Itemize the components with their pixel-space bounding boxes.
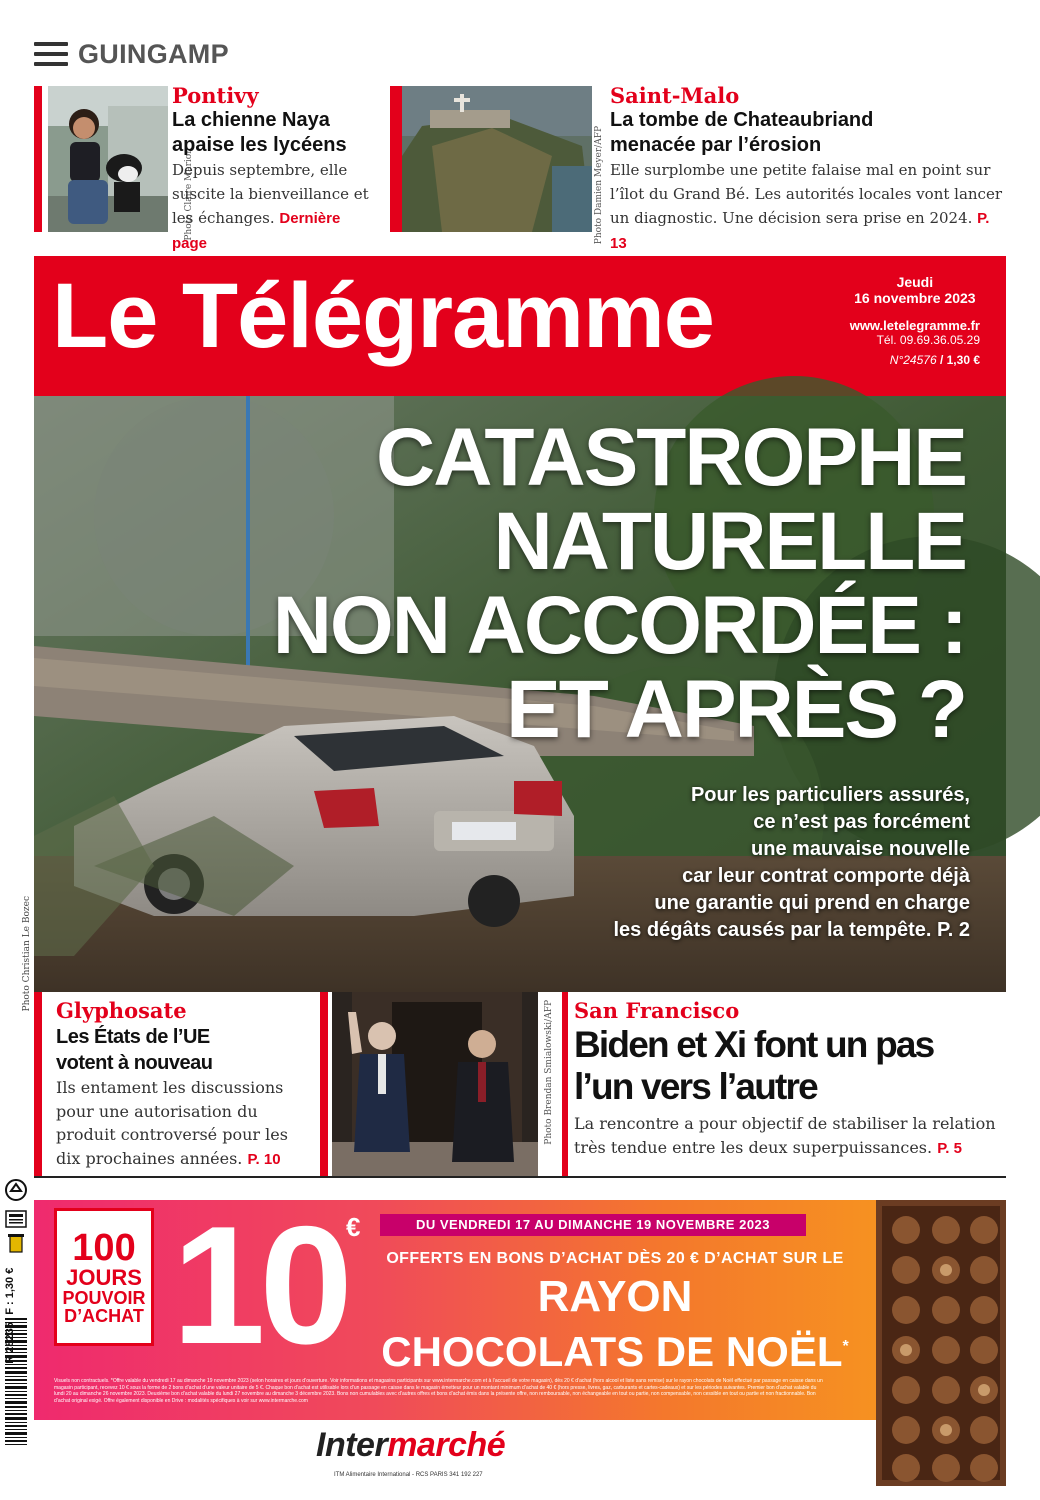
recycle-icon <box>4 1178 28 1202</box>
photo-credit: Photo Christian Le Bozec <box>22 896 32 1012</box>
issue-number-price <box>850 353 980 367</box>
photo-credit: Photo Damien Meyer/AFP <box>594 126 604 245</box>
hero-standfirst-line1: Pour les particuliers assurés, <box>690 784 970 806</box>
top-bar <box>34 36 229 72</box>
price-code: R 28235 <box>4 1322 16 1364</box>
hero-standfirst-line4: car leur contrat comporte déjà <box>682 865 970 887</box>
ad-dates: DU VENDREDI 17 AU DIMANCHE 19 NOVEMBRE 2023 <box>380 1214 806 1236</box>
teaser-headline-1: La tombe de Chateaubriand <box>610 109 874 131</box>
teaser-pontivy[interactable] <box>34 83 374 252</box>
ad-amount: 10 <box>172 1191 347 1379</box>
newspaper-logo[interactable]: Le Télégramme <box>52 265 714 367</box>
badge-line1: 100 <box>72 1227 136 1269</box>
story-glyphosate[interactable] <box>34 992 320 1176</box>
brand-part1: Inter <box>316 1426 388 1464</box>
teaser-kicker: Saint-Malo <box>610 83 740 108</box>
badge-line4: D’ACHAT <box>64 1306 144 1326</box>
hero-standfirst-line3: une mauvaise nouvelle <box>751 838 970 860</box>
teaser-body-text: Depuis septembre, elle suscite la bienveillance et les échanges. <box>172 161 369 227</box>
hero-standfirst-line5: une garantie qui prend en charge <box>654 892 970 914</box>
photo-credit: Photo Claire Marion <box>184 148 194 241</box>
hero-standfirst-line6-text: les dégâts causés par la tempête. <box>613 919 932 941</box>
story-kicker: San Francisco <box>574 998 740 1023</box>
cover-price-code <box>4 1268 16 1364</box>
accent-bar <box>34 992 42 1176</box>
teaser-headline-1: La chienne Naya <box>172 109 330 131</box>
hero-headline-line4: ET APRÈS ? <box>506 664 966 755</box>
hero-standfirst-line6 <box>614 917 971 944</box>
menu-icon[interactable] <box>34 42 68 66</box>
ad-rayon: RAYON <box>537 1272 693 1321</box>
hero-standfirst <box>614 782 971 944</box>
hero-headline-line1: CATASTROPHE <box>376 412 966 503</box>
issue-date: 16 novembre 2023 <box>854 290 976 306</box>
story-body-text: Ils entament les discussions pour une autorisation du produit controversé pour les dix prochaines années. <box>56 1078 288 1168</box>
accent-bar <box>390 86 402 232</box>
newspaper-icon <box>5 1208 27 1230</box>
teaser-text <box>610 84 1010 256</box>
badge-line2: JOURS <box>66 1265 142 1290</box>
website-link[interactable]: www.letelegramme.fr <box>849 318 980 333</box>
hero-headline <box>272 412 966 755</box>
story-body-text: La rencontre a pour objectif de stabiliser la relation très tendue entre les deux superpuissances. <box>574 1114 996 1157</box>
teaser-page-ref[interactable]: P. 13 <box>610 210 990 252</box>
ad-badge-100-jours <box>54 1208 154 1346</box>
photo-credit: Photo Brendan Smialowski/AFP <box>544 1000 554 1145</box>
teaser-page-ref[interactable]: Dernière page <box>172 210 341 252</box>
ad-offer: OFFERTS EN BONS D’ACHAT DÈS 20 € D’ACHAT SUR LE <box>386 1250 844 1267</box>
teaser-body <box>172 158 376 256</box>
story-photo-biden-xi <box>332 992 538 1176</box>
brand-part2: marché <box>387 1426 506 1464</box>
story-kicker: Glyphosate <box>56 998 187 1023</box>
edition-name: GUINGAMP <box>78 38 229 69</box>
hero-standfirst-line2: ce n’est pas forcément <box>753 811 970 833</box>
intermarche-ad[interactable] <box>34 1191 1006 1486</box>
masthead-info <box>850 274 980 367</box>
hero-headline-line2: NATURELLE <box>493 496 966 587</box>
teaser-body-text: Elle surplombe une petite falaise mal en point sur l’îlot du Grand Bé. Les autorités locales vont lancer un diagnostic. Une décision sera prise en 2024. <box>610 161 1003 227</box>
accent-bar <box>34 86 42 232</box>
teaser-saint-malo[interactable] <box>390 83 1006 252</box>
story-body <box>56 1076 316 1171</box>
teaser-body <box>610 158 1010 256</box>
story-text <box>56 998 316 1171</box>
hero-page-ref[interactable]: P. 2 <box>937 919 970 941</box>
ad-category <box>380 1322 850 1377</box>
ad-legal: ITM Alimentaire International - RCS PARIS 341 192 227 <box>334 1472 483 1478</box>
story-headline-2: l’un vers l’autre <box>574 1066 817 1107</box>
teaser-photo-tomb <box>402 86 592 232</box>
bin-icon <box>5 1232 27 1254</box>
ad-currency: € <box>346 1212 361 1242</box>
teaser-kicker: Pontivy <box>172 83 259 108</box>
story-headline-1: Les États de l’UE <box>56 1026 210 1048</box>
teaser-headline-2: apaise les lycéens <box>172 134 347 156</box>
phone-number: Tél. 09.69.36.05.29 <box>876 333 980 347</box>
story-san-francisco[interactable] <box>562 992 1006 1176</box>
story-page-ref[interactable]: P. 10 <box>247 1150 281 1168</box>
badge-line3: POUVOIR <box>62 1288 146 1308</box>
accent-bar <box>562 992 568 1176</box>
teaser-photo-dog <box>48 86 168 232</box>
ad-footer <box>34 1420 1006 1486</box>
ad-chocolate-box-photo <box>876 1200 1006 1486</box>
issue-day: Jeudi <box>896 274 934 290</box>
issue-number: N°24576 <box>889 353 937 367</box>
story-text <box>574 998 1004 1161</box>
story-page-ref[interactable]: P. 5 <box>937 1140 962 1157</box>
intermarche-logo[interactable] <box>316 1426 505 1465</box>
price-value: F : 1,30 € <box>4 1268 16 1316</box>
ad-fine-print: Visuels non contractuels. *Offre valable du vendredi 17 au dimanche 19 novembre 2023 (selon horaires et jours d’ouverture. Voir informations et magasins participants sur www.intermarche.com et à l’accueil de votre magasin), dès 20 € d’achat (hors alcool et liste sans remise) sur le rayon chocolats de Noël effectué par passage en caisse dans un magasin participant, recevez 10 € sous la forme de 2 bons d’achat d’une valeur unitaire de 5 €. Chaque bon d’achat est utilisable lors d’un passage en caisse dans le magasin émetteur pour un montant minimum d’achat de 40 € (hors presse, livres, gaz, carburants et cartes-cadeaux) et sur les périodes suivantes. Premier bon d’achat valable du lundi 20 au dimanche 26 novembre 2023. Deuxième bon d’achat valable du lundi 27 novembre au dimanche 3 décembre 2023. Bons non cumulables avec d’autres offres et bons d’achat émis dans la présente offre, non remboursable, non échangeable en tout ou partie, non compensable, non cessible en tout ou partie et non fractionnable. Bon d’achat original exigé. Offre également disponible en Drive : modalités spécifiques à voir sur www.intermarche.com <box>54 1378 823 1404</box>
teaser-text <box>172 84 376 256</box>
teaser-headline-2: menacée par l’érosion <box>610 134 822 156</box>
accent-bar <box>320 992 328 1176</box>
ad-category-text: CHOCOLATS DE NOËL <box>381 1328 843 1375</box>
story-headline-1: Biden et Xi font un pas <box>574 1024 934 1065</box>
masthead <box>34 256 1006 396</box>
ad-asterisk: * <box>842 1338 849 1355</box>
story-headline-2: votent à nouveau <box>56 1052 213 1074</box>
hero-headline-line3: NON ACCORDÉE : <box>272 580 966 671</box>
issue-price: / 1,30 € <box>939 353 980 367</box>
story-body <box>574 1112 1004 1161</box>
section-divider <box>34 1176 1006 1178</box>
